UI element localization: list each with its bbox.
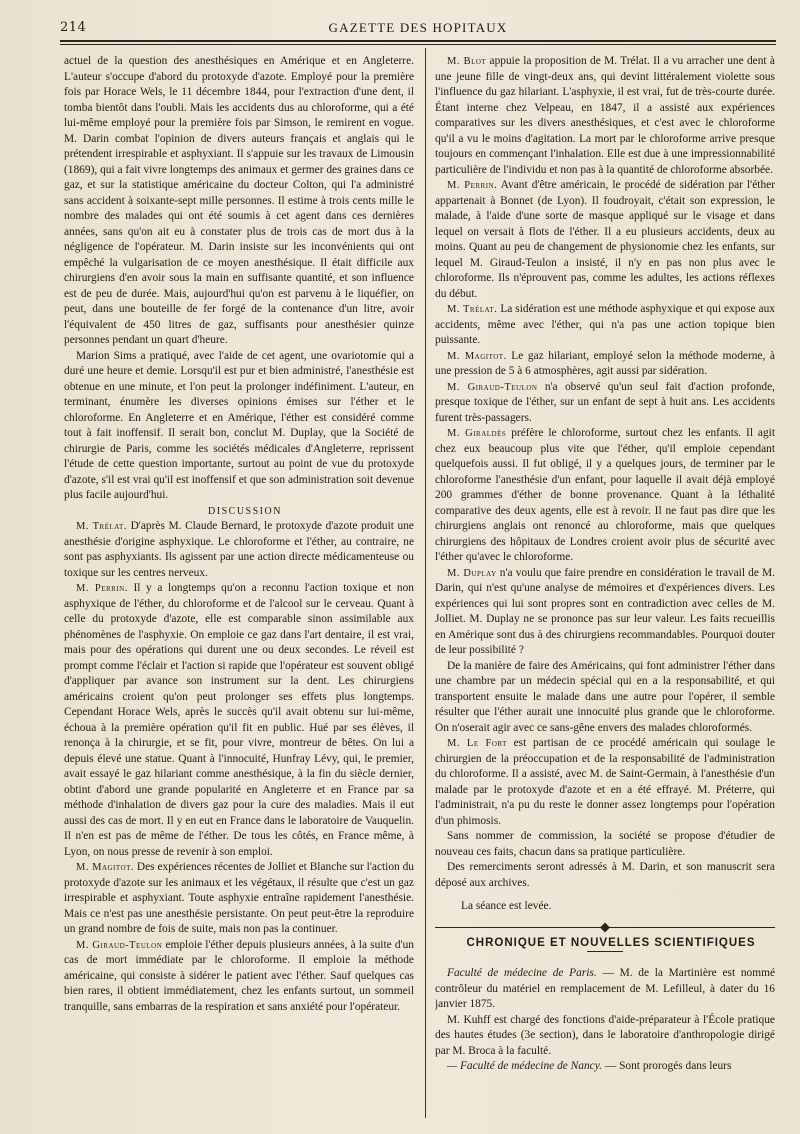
speech-text: préfère le chloroforme, surtout chez les enfants. Il agit chez eux beaucoup plus vite que l'éther, qu'il emploie cependant quelquefois aussi. Il fut obligé, il y a quelques jours, de terminer par le chloroforme l'anesthésie d'un enfant, pour laquelle il avait déjà employé 200 grammes d'éther de bonne provenance. Quant à la léthalité comparative des deux agents, elle est à revoir. Il ne faut pas dire que les chirurgiens anglais ont renoncé au chloroforme, mais que quelques chirurgiens des hôpitaux de Londres croient avoir plus de sécurité avec l'éther qu'avec le chloroforme.	[435, 427, 775, 563]
speaker-name: M. Blot	[447, 56, 487, 67]
speech-blot	[435, 54, 775, 178]
speech-giraud-teulon	[64, 938, 414, 1016]
speech-giraldes	[435, 426, 775, 566]
speech-trelat-2	[435, 302, 775, 349]
speech-duplay	[435, 566, 775, 659]
speech-text: La sidération est une méthode asphyxique et qui expose aux accidents, même avec l'éther, qui n'a pas une action topique bien puissante.	[435, 303, 775, 346]
news-text: — M. de la Martinière est nommé contrôleur du matériel en remplacement de M. Lefilleul, à dater du 16 janvier 1875.	[435, 967, 775, 1010]
paragraph-marion-sims: Marion Sims a pratiqué, avec l'aide de cet agent, une ovariotomie qui a duré une heure et demie. Lorsqu'il est pur et bien administré, l'anesthésie est obtenue en une minute, et l'on peut la prolonger indéfiniment. L'auteur, en terminant, énumère les diverses opinions émises sur l'éther et le chloroforme. En Angleterre et en Amérique, l'éther est considéré comme tout à fait inoffensif. Il serait bon, conclut M. Duplay, que la Société de chirurgie de Paris, comme les sociétés médicales d'Angleterre, reprissent l'étude de cette question importante, surtout au point de vue du protoxyde d'azote, s'il est vrai qu'il est inoffensif et que son administration soit devenue plus facile aujourd'hui.	[64, 349, 414, 501]
speech-text: Des expériences récentes de Jolliet et Blanche sur l'action du protoxyde d'azote sur les animaux et les végétaux, il résulte que c'est un gaz irrespirable et asphyxiant. Toute asphyxie entraîne rapidement l'anesthésie. Mais ce n'est pas une anesthésie persistante. On peut peut-être la reproduire un grand nombre de fois de suite, mais non pas la continuer.	[64, 861, 414, 935]
speech-text: emploie l'éther depuis plusieurs années, à la suite d'un cas de mort immédiate par le chloroforme. Il emploie la méthode américaine, qui consiste à sidérer le patient avec l'éther. Sauf quelques cas bien rares, il obtient immédiatement, chez les enfants surtout, un sommeil tranquille, sans embarras de la respiration et sans anxiété pour l'opérateur.	[64, 938, 414, 1013]
session-closed: La séance est levée.	[461, 900, 552, 912]
header-rule-thick	[60, 40, 776, 42]
short-rule	[587, 951, 623, 952]
paragraph-american-manner: De la manière de faire des Américains, qui font administrer l'éther dans une chambre par un médecin spécial qui en a la responsabilité, et qui transportent ensuite le malade dans une autre pour l'opérer, il semble résulter que l'éther aurait une innocuité plus grande que le chloroforme. On n'oserait agir avec ce sans-gêne envers des malades chloroformés.	[435, 659, 775, 734]
column-divider	[425, 48, 426, 1118]
page-header	[60, 18, 776, 40]
news-label: — Faculté de médecine de Nancy.	[447, 1060, 602, 1072]
speaker-name: M. Trélat.	[76, 521, 127, 532]
news-kuhff: M. Kuhff est chargé des fonctions d'aide-préparateur à l'École pratique des hautes études (3e section), dans le laboratoire d'anthropologie dirigé par M. Broca à la faculté.	[435, 1013, 775, 1057]
speech-text: Il y a longtemps qu'on a reconnu l'action toxique et non asphyxique de l'éther, du chloroforme et de l'alcool sur le cerveau. Quant à celle du protoxyde d'azote, elle est comparable sinon assimilable aux phénomènes de l'asphyxie. On emploie ce gaz dans l'art dentaire, il est vrai, mais pour des opérations qui durent une ou deux secondes. Le réveil est prompt comme l'éclair et l'action si rapide que l'opérateur est souvent obligé d'appliquer par avance son instrument sur la dent. Les chirurgiens américains croient qu'on peut prolonger ses effets plus longtemps. Cependant Horace Wels, après le succès qu'il avait obtenu sur lui-même, échoua à la première opération qu'il fit en public. Hué par ses élèves, il renonça à la chirurgie, et se fit, pour vivre, montreur de bêtes. On lui a depuis élevé une statue. Quant à l'innocuité, Hunfray Lévy, qui, le premier, avait essayé le gaz hilariant comme anesthésique, à la fin du siècle dernier, obtint d'abord une grande popularité en Angleterre et en France par sa méthode d'inhalation de divers gaz pour la cure des maladies. Mais il eut aussi des cas de mort. Il y en eut en France dans le laboratoire de Vauquelin. Il n'en est pas de même de l'éther. De tous les côtés, en France même, à Lyon, on nous presse de revenir à son emploi.	[64, 582, 414, 858]
speech-text: Avant d'être américain, le procédé de sidération par l'éther appartenait à Bonnet (de Lyon). Il foudroyait, c'était son expression, le malade, à l'aide d'une sorte de masque appliqué sur le visage et dans lequel on versait à flots de l'éther. Il a eu plusieurs accidents, deux au moins. Quant au peu de changement de physionomie chez les enfants, sur lequel M. Giraud-Teulon a insisté, il n'y en pas non plus avec le chloroforme. Ils n'éprouvent pas, comme les adultes, les actions réflexes du début.	[435, 179, 775, 300]
speech-trelat	[64, 519, 414, 581]
speech-giraud-teulon-2	[435, 380, 775, 427]
speech-text: est partisan de ce procédé américain qui soulage le chirurgien de la préoccupation et de la responsabilité de l'administration du chloroforme. Il a assisté, avec M. de Saint-Germain, à l'anesthésie d'un malade par le protoxyde d'azote et en a été effrayé. M. Préterre, qui l'administrait, n'a pu du reste le donner assez longtemps pour l'opération d'un phimosis.	[435, 737, 775, 827]
speaker-name: M. Perrin.	[76, 583, 128, 594]
speaker-name: M. Giraud-Teulon	[76, 939, 163, 951]
news-faculty-nancy	[435, 1059, 775, 1075]
paragraph-darin-report: actuel de la question des anesthésiques en Amérique et en Angleterre. L'auteur s'occupe d'abord du protoxyde d'azote. Employé pour la première fois par Horace Wels, le 11 décembre 1844, pour l'extraction d'une dent, il tomba bientôt dans l'oubli. Mais les accidents dus au chloroforme, qui a été lui-même employé pour la première fois par Simson, le remirent en vogue. M. Darin combat l'opinion de divers auteurs français et anglais qui le prétendent irrespirable et asphyxiant. Il s'appuie sur les travaux de Limousin (1869), qui a fait vivre longtemps des animaux et germer des graines dans ce gaz, et sur la statistique américaine du docteur Colton, qui l'a administré sans accident à soixante-sept mille personnes. Il estime à trois cents mille le nombre des malades qui ont été soumis à cet agent dans ces dernières années, sans qu'on ait eu à constater plus de trois cas de mort dus à la négligence de l'opérateur. M. Darin insiste sur les inconvénients qui ont empêché la vulgarisation de ce moyen anesthésique. Il était difficile aux chirurgiens d'en avoir sous la main en suffisante quantité, et son influence est de peu de durée. Mais, aujourd'hui qu'on est parvenu à le liquéfier, on peut, dans une bouteille de fer forgé de la contenance d'un litre, avoir l'équivalent de 450 litres de gaz, suffisants pour anesthésier quinze personnes pendant un quart d'heure.	[64, 55, 414, 346]
speech-magitot-2	[435, 349, 775, 380]
news-text: — Sont prorogés dans leurs	[604, 1060, 732, 1072]
speech-text: Le gaz hilariant, employé selon la méthode moderne, à une pression de 5 à 6 atmosphères, agit aussi par sidération.	[435, 349, 775, 377]
news-label: Faculté de médecine de Paris.	[447, 967, 597, 979]
speech-text: appuie la proposition de M. Trélat. Il a vu arracher une dent à une jeune fille de vingt-deux ans, qui devint littéralement violette sous l'influence du gaz hilariant. L'asphyxie, il est vrai, fut de très-courte durée. Étant interne chez Velpeau, en 1847, il a assisté aux expériences comparatives sur les divers anesthésiques, et c'est avec le chloroforme qu'il a vu le moins d'agitation. La mort par le chloroforme arrive presque toujours en commençant l'inhalation. Elle est due à une impressionnabilité particulière de l'individu et non pas à la quantité de chloroforme absorbée.	[435, 55, 775, 176]
speech-le-fort	[435, 736, 775, 829]
speaker-name: M. Perrin.	[447, 180, 498, 191]
speaker-name: M. Trélat.	[447, 304, 498, 315]
speech-perrin	[64, 581, 414, 860]
section-divider	[435, 927, 775, 934]
speaker-name: M. Magitot.	[76, 862, 134, 873]
header-rule-thin	[60, 44, 776, 45]
paragraph-thanks: Des remerciments seront adressés à M. Darin, et son manuscrit sera déposé aux archives.	[435, 861, 775, 889]
page-number: 214	[60, 20, 87, 35]
speech-text: n'a observé qu'un seul fait d'action profonde, presque toxique de l'éther, sur un enfant de sept à huit ans. Les accidents furent très-passagers.	[435, 380, 775, 424]
speaker-name: M. Giraud-Teulon	[447, 381, 538, 393]
speech-text: D'après M. Claude Bernard, le protoxyde d'azote produit une anesthésie d'origine asphyxique. Le chloroforme et l'éther, au contraire, ne sont pas asphyxiants. Ils agissent par une action directe médicamenteuse ou toxique sur les centres nerveux.	[64, 520, 414, 579]
left-column	[64, 54, 414, 1114]
right-column	[435, 54, 775, 1114]
speech-text: n'a voulu que faire prendre en considération le travail de M. Darin, qui n'est qu'une analyse de mémoires et d'expériences divers. Les expériences qui lui sont propres sont en contradiction avec celles de M. Jolliet. M. Duplay ne se prononce pas sur leur valeur. Les faits recueillis en Amérique sont dus à des chirurgiens recommandables. Pourquoi douter de leur possibilité ?	[435, 566, 775, 656]
speaker-name: M. Magitot.	[447, 350, 507, 362]
news-faculty-paris	[435, 966, 775, 1013]
running-title: GAZETTE DES HOPITAUX	[328, 20, 508, 35]
speech-magitot	[64, 860, 414, 938]
speech-perrin-2	[435, 178, 775, 302]
speaker-name: M. Giraldès	[447, 428, 507, 439]
discussion-heading: DISCUSSION	[208, 505, 282, 517]
paragraph-commission: Sans nommer de commission, la société se propose d'étudier de nouveau ces faits, chacun dans sa pratique particulière.	[435, 830, 775, 858]
speaker-name: M. Le Fort	[447, 738, 507, 749]
chronicle-heading: CHRONIQUE ET NOUVELLES SCIENTIFIQUES	[466, 936, 756, 949]
speaker-name: M. Duplay	[447, 567, 497, 579]
